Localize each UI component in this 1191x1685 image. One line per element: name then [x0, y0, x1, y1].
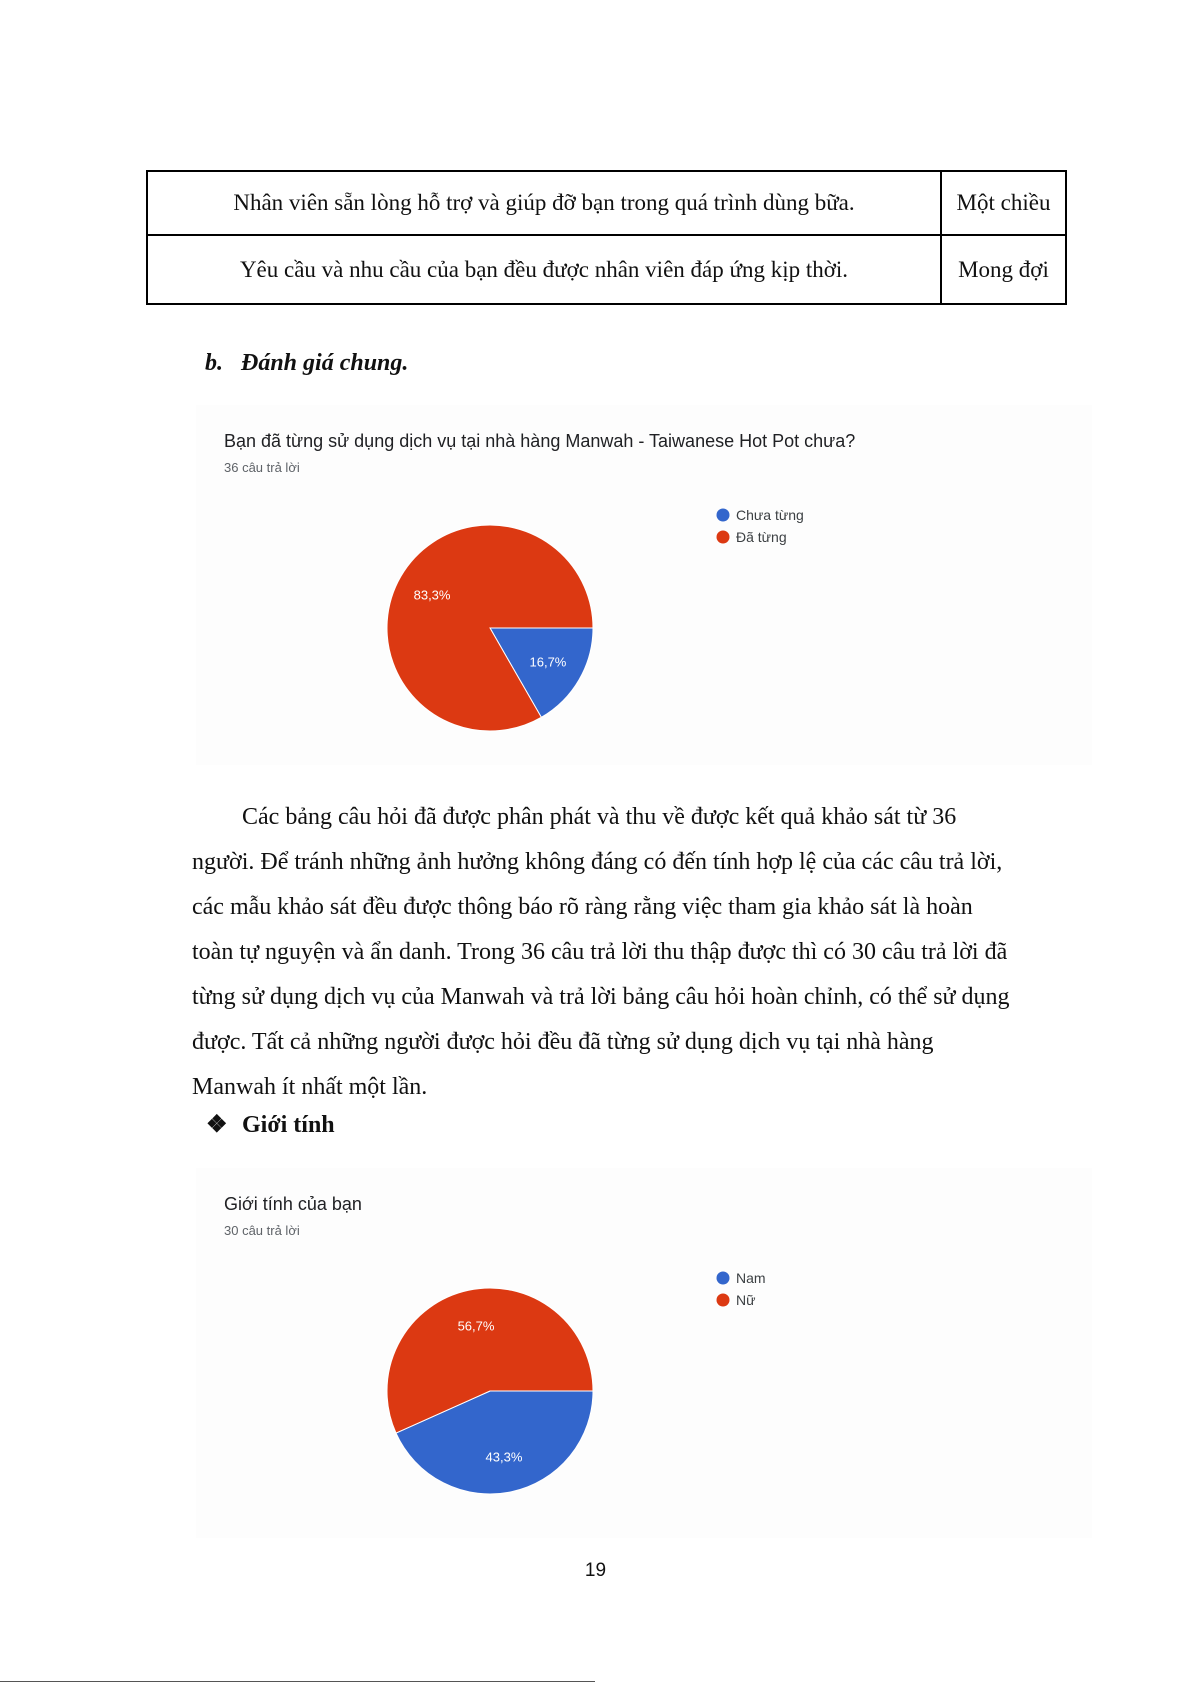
chart-title: Bạn đã từng sử dụng dịch vụ tại nhà hàng Manwah - Taiwanese Hot Pot chưa? — [224, 431, 856, 451]
section-title: Giới tính — [242, 1112, 335, 1138]
gender-pie-chart — [196, 1168, 1092, 1538]
paragraph-line: Các bảng câu hỏi đã được phân phát và thu về được kết quả khảo sát từ 36 — [242, 804, 957, 830]
table-row — [147, 171, 1066, 235]
legend-marker — [717, 509, 730, 522]
diamond-bullet-icon: ❖ — [206, 1112, 228, 1138]
legend-marker — [717, 1294, 730, 1307]
section-heading-gender — [206, 1110, 335, 1139]
paragraph-line: các mẫu khảo sát đều được thông báo rõ ràng rằng việc tham gia khảo sát là hoàn — [192, 894, 973, 920]
section-heading-b — [205, 350, 408, 377]
chart-response-count: 36 câu trả lời — [224, 460, 300, 475]
slice-data-label: 56,7% — [457, 1318, 495, 1334]
legend-marker — [717, 1272, 730, 1285]
legend-label: Đã từng — [736, 529, 787, 545]
chart-response-count: 30 câu trả lời — [224, 1223, 300, 1238]
legend-label: Nam — [736, 1270, 766, 1286]
table-row — [147, 235, 1066, 304]
criterion-cell: Yêu cầu và nhu cầu của bạn đều được nhân viên đáp ứng kịp thời. — [147, 235, 941, 304]
page-number: 19 — [584, 1560, 607, 1581]
type-cell: Một chiều — [941, 171, 1066, 235]
criteria-table — [146, 170, 1067, 305]
section-title: Đánh giá chung. — [241, 350, 409, 376]
pie-svg — [196, 1168, 1092, 1538]
usage-pie-chart — [196, 405, 1092, 765]
paragraph-line: người. Để tránh những ảnh hưởng không đáng có đến tính hợp lệ của các câu trả lời, — [192, 849, 1003, 875]
legend-marker — [717, 531, 730, 544]
pie-svg — [196, 405, 1092, 765]
criterion-cell: Nhân viên sẵn lòng hỗ trợ và giúp đỡ bạn trong quá trình dùng bữa. — [147, 171, 941, 235]
chart-title: Giới tính của bạn — [224, 1194, 362, 1214]
footer-rule — [0, 1681, 595, 1682]
slice-data-label: 43,3% — [485, 1449, 523, 1465]
legend-label: Chưa từng — [736, 507, 804, 523]
legend-label: Nữ — [736, 1292, 756, 1308]
paragraph-line: được. Tất cả những người được hỏi đều đã từng sử dụng dịch vụ tại nhà hàng — [192, 1029, 934, 1055]
slice-data-label: 83,3% — [413, 587, 451, 603]
body-paragraph — [192, 795, 1080, 1110]
paragraph-line: từng sử dụng dịch vụ của Manwah và trả lời bảng câu hỏi hoàn chỉnh, có thể sử dụng — [192, 984, 1010, 1010]
slice-data-label: 16,7% — [529, 654, 567, 670]
type-cell: Mong đợi — [941, 235, 1066, 304]
paragraph-line: toàn tự nguyện và ẩn danh. Trong 36 câu trả lời thu thập được thì có 30 câu trả lời đã — [192, 939, 1008, 965]
paragraph-line: Manwah ít nhất một lần. — [192, 1074, 428, 1100]
section-label: b. — [205, 350, 223, 376]
